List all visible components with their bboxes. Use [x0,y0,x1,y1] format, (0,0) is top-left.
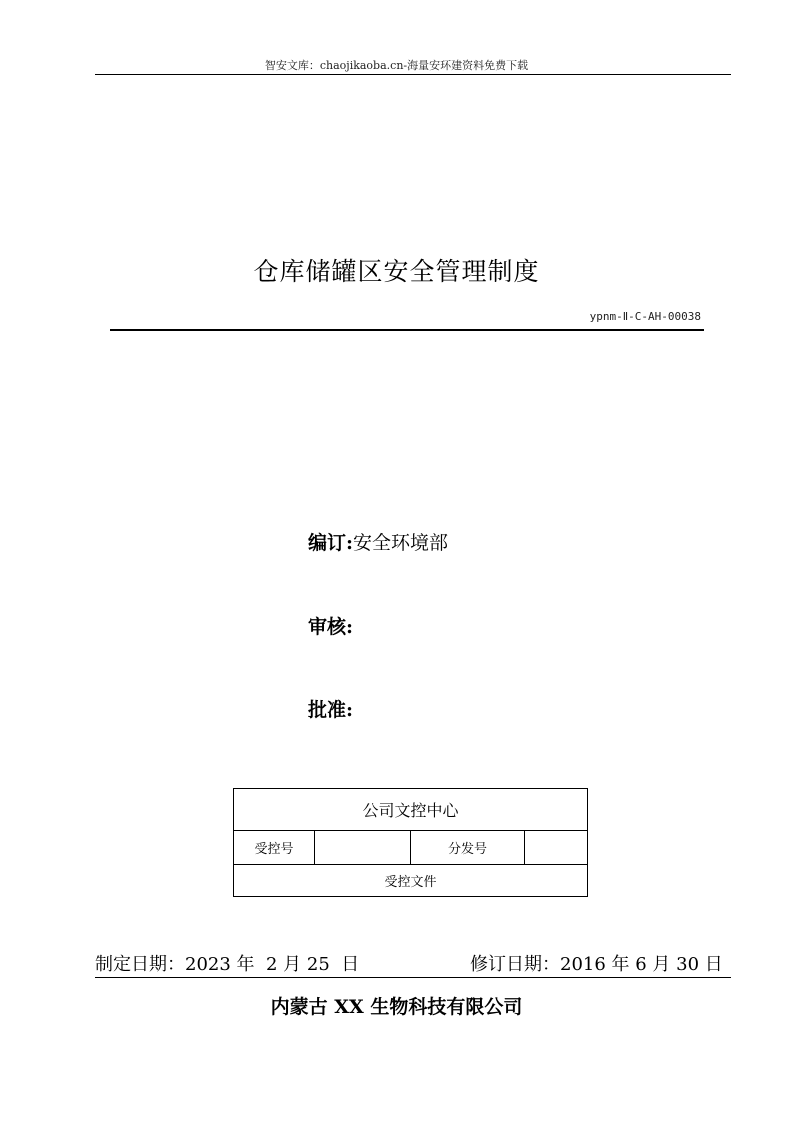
title-divider [110,329,704,331]
creation-date: 制定日期：2023 年 2 月 25 日 [95,954,360,975]
document-title: 仓库储罐区安全管理制度 [253,257,540,286]
compile-label: 编订: [308,532,354,554]
page-header-text: 智安文库：chaojikaoba.cn-海量安环建资料免费下载 [264,59,529,72]
control-center-heading: 公司文控中心 [234,789,588,831]
review-field [308,612,353,639]
header-divider [95,74,731,75]
document-code: ypnm-Ⅱ-C-AH-00038 [589,310,701,323]
distribution-number-label: 分发号 [411,831,525,865]
company-name: 内蒙古 XX 生物科技有限公司 [270,996,523,1018]
approve-label: 批准: [308,699,354,721]
compile-field [308,528,448,555]
controlled-document-label: 受控文件 [234,865,588,897]
compile-value: 安全环境部 [353,532,449,554]
review-label: 审核: [308,616,354,638]
approve-field [308,695,353,722]
document-control-table [233,788,588,897]
controlled-number-label: 受控号 [234,831,315,865]
distribution-number-value [525,831,588,865]
footer-divider [95,977,731,978]
controlled-number-value [315,831,411,865]
revision-date: 修订日期：2016 年 6 月 30 日 [470,954,723,975]
